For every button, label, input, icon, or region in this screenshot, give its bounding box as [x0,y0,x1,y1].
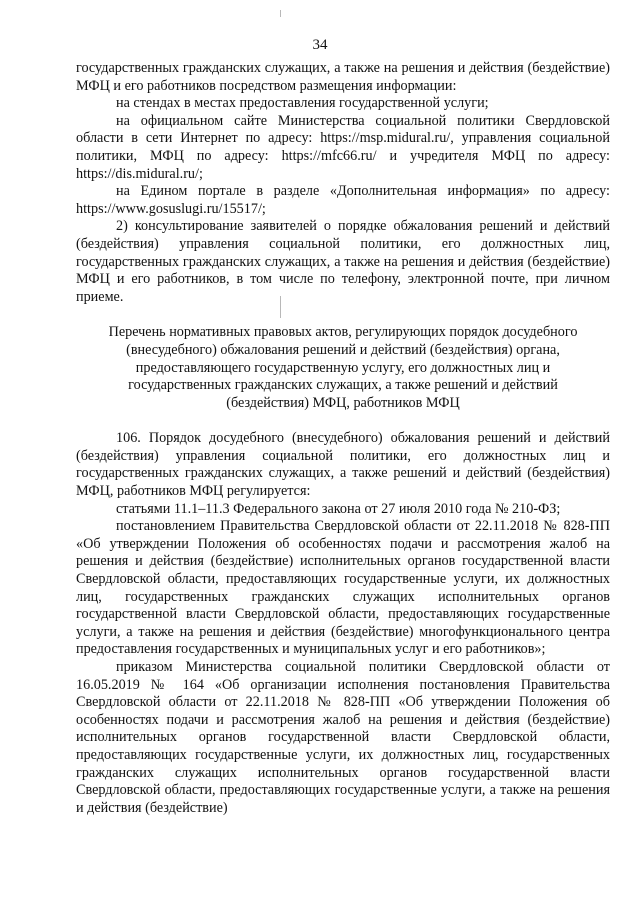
document-body [76,60,610,817]
paragraph-official-site: на официальном сайте Министерства социальной политики Свердловской области в сети Интернет по адресу: https://msp.midural.ru/, управления социальной политики, МФЦ по адресу: https://mfc66.ru/ и учредителя МФЦ по адресу: https://dis.midural.ru/; [76,112,610,182]
spacer [76,306,610,324]
paragraph-federal-law: статьями 11.1–11.3 Федерального закона от 27 июля 2010 года № 210-ФЗ; [116,500,561,517]
spacer [76,412,610,430]
paragraph-continuation: государственных гражданских служащих, а также на решения и действия (бездействие) МФЦ и его работников посредством размещения информации: [76,60,610,94]
paragraph-stands: на стендах в местах предоставления государственной услуги; [116,95,489,112]
paragraph-ministry-order: приказом Министерства социальной политики Свердловской области от 16.05.2019 № 164 «Об организации исполнения постановления Правительства Свердловской области от 22.11.2018 № 828-ПП «Об утверждении Положения об особенностях подачи и рассмотрения жалоб на решения и действия (бездействие) исполнительных органов государственной власти Свердловской области, предоставляющих государственные услуги, их должностных лиц, государственных гражданских служащих исполнительных органов государственной власти Свердловской области, предоставляющих государственные услуги, а также на решения и действия (бездействие) [76,659,610,816]
paragraph-consultation: 2) консультирование заявителей о порядке обжалования решений и действий (бездействия) управления социальной политики, его должностных лиц, государственных гражданских служащих, а также на решения и действия (бездействие) МФЦ и его работников, в том числе по телефону, электронной почте, при личном приеме. [76,218,610,305]
paragraph-106: 106. Порядок досудебного (внесудебного) обжалования решений и действий (бездействия) управления социальной политики, его должностных лиц и государственных гражданских служащих, а также решений и действий (бездействия) МФЦ, работников МФЦ регулируется: [76,430,610,500]
scan-artifact [280,10,281,17]
page-number: 34 [312,37,328,53]
section-heading: Перечень нормативных правовых актов, регулирующих порядок досудебного (внесудебного) обжалования решений и действий (бездействия) органа, предоставляющего государственную услугу, его должностных лиц и государственных гражданских служащих, а также решений и действий (бездействия) МФЦ, работников МФЦ [108,324,578,411]
paragraph-single-portal: на Едином портале в разделе «Дополнительная информация» по адресу: https://www.gosuslugi.ru/15517/; [76,183,610,217]
scan-artifact [280,296,281,318]
paragraph-government-resolution: постановлением Правительства Свердловской области от 22.11.2018 № 828-ПП «Об утверждении Положения об особенностях подачи и рассмотрения жалоб на решения и действия (бездействие) исполнительных органов государственной власти Свердловской области, предоставляющих государственные услуги, их должностных лиц, государственных гражданских служащих исполнительных органов государственной власти Свердловской области, предоставляющих государственные услуги, а также на решения и действия (бездействие) многофункционального центра предоставления государственных и муниципальных услуг и его работников»; [76,518,610,658]
